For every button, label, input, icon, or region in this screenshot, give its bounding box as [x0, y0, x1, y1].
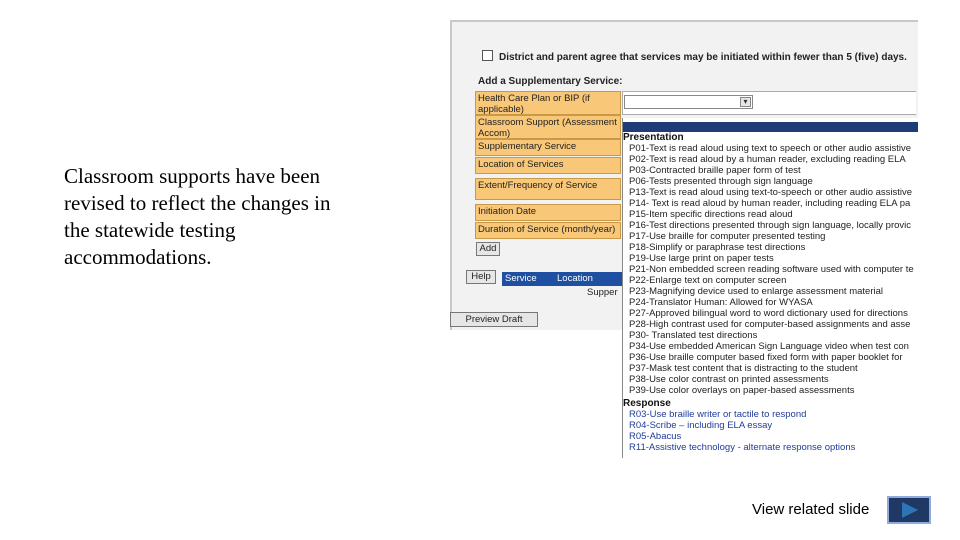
preview-draft-button[interactable]: Preview Draft — [450, 312, 538, 327]
agree-checkbox[interactable] — [482, 50, 493, 61]
option-item[interactable]: P17-Use braille for computer presented testing — [629, 231, 826, 242]
option-item[interactable]: R11-Assistive technology - alternate response options — [629, 442, 856, 453]
option-item[interactable]: P28-High contrast used for computer-based assignments and asse — [629, 319, 911, 330]
option-item[interactable]: P38-Use color contrast on printed assessments — [629, 374, 829, 385]
grid-header-service[interactable]: Service — [505, 273, 537, 284]
agree-label: District and parent agree that services may be initiated within fewer than 5 (five) days. — [499, 52, 907, 63]
group-header-presentation: Presentation — [623, 132, 684, 143]
option-item[interactable]: P14- Text is read aloud by human reader, including reading ELA pa — [629, 198, 911, 209]
view-related-slide-label: View related slide — [752, 501, 870, 518]
option-item[interactable]: P23-Magnifying device used to enlarge assessment material — [629, 286, 883, 297]
option-item[interactable]: P27-Approved bilingual word to word dictionary used for directions — [629, 308, 908, 319]
option-item[interactable]: P02-Text is read aloud by a human reader, excluding reading ELA — [629, 154, 906, 165]
option-item[interactable]: P15-Item specific directions read aloud — [629, 209, 793, 220]
option-item[interactable]: R04-Scribe – including ELA essay — [629, 420, 773, 431]
label-duration-of-service: Duration of Service (month/year) — [475, 222, 621, 239]
option-item[interactable]: P24-Translator Human: Allowed for WYASA — [629, 297, 813, 308]
label-health-care-plan: Health Care Plan or BIP (if applicable) — [475, 91, 621, 115]
add-button[interactable]: Add — [476, 242, 500, 256]
add-service-title: Add a Supplementary Service: — [478, 76, 623, 87]
option-item[interactable]: P22-Enlarge text on computer screen — [629, 275, 787, 286]
classroom-support-dropdown-list[interactable] — [622, 118, 918, 458]
label-supplementary-service: Supplementary Service — [475, 139, 621, 156]
option-item[interactable]: P18-Simplify or paraphrase test directions — [629, 242, 806, 253]
label-extent-frequency: Extent/Frequency of Service — [475, 178, 621, 200]
option-item[interactable]: R05-Abacus — [629, 431, 682, 442]
label-classroom-support: Classroom Support (Assessment Accom) — [475, 115, 621, 139]
option-item[interactable]: P37-Mask test content that is distracting to the student — [629, 363, 858, 374]
option-item[interactable]: P16-Test directions presented through sign language, locally provic — [629, 220, 911, 231]
option-item[interactable]: P36-Use braille computer based fixed form with paper booklet for — [629, 352, 903, 363]
option-item[interactable]: P21-Non embedded screen reading software used with computer te — [629, 264, 914, 275]
grid-row-text: Supper — [587, 287, 618, 298]
option-item[interactable]: P06-Tests presented through sign language — [629, 176, 813, 187]
classroom-support-select[interactable] — [624, 95, 753, 109]
help-button[interactable]: Help — [466, 270, 496, 284]
form-screenshot — [450, 20, 918, 458]
option-item[interactable]: P30- Translated test directions — [629, 330, 758, 341]
dropdown-selected-bar — [623, 122, 918, 132]
next-slide-button[interactable] — [887, 496, 931, 524]
label-initiation-date: Initiation Date — [475, 204, 621, 221]
services-grid-header — [502, 272, 624, 286]
caption-text: Classroom supports have been revised to reflect the changes in the statewide testing accommodations. — [64, 164, 331, 269]
grid-header-location[interactable]: Location — [557, 273, 593, 284]
play-arrow-icon — [902, 502, 918, 518]
label-location-of-services: Location of Services — [475, 157, 621, 174]
option-item[interactable]: P19-Use large print on paper tests — [629, 253, 774, 264]
option-item[interactable]: P34-Use embedded American Sign Language video when test con — [629, 341, 909, 352]
option-item[interactable]: P01-Text is read aloud using text to speech or other audio assistive — [629, 143, 911, 154]
option-item[interactable]: P03-Contracted braille paper form of test — [629, 165, 801, 176]
group-header-response: Response — [623, 398, 671, 409]
chevron-down-icon[interactable]: ▾ — [740, 97, 751, 107]
option-item[interactable]: P13-Text is read aloud using text-to-speech or other audio assistive — [629, 187, 913, 198]
agree-row — [482, 50, 907, 63]
option-item[interactable]: R03-Use braille writer or tactile to respond — [629, 409, 807, 420]
option-item[interactable]: P39-Use color overlays on paper-based assessments — [629, 385, 855, 396]
